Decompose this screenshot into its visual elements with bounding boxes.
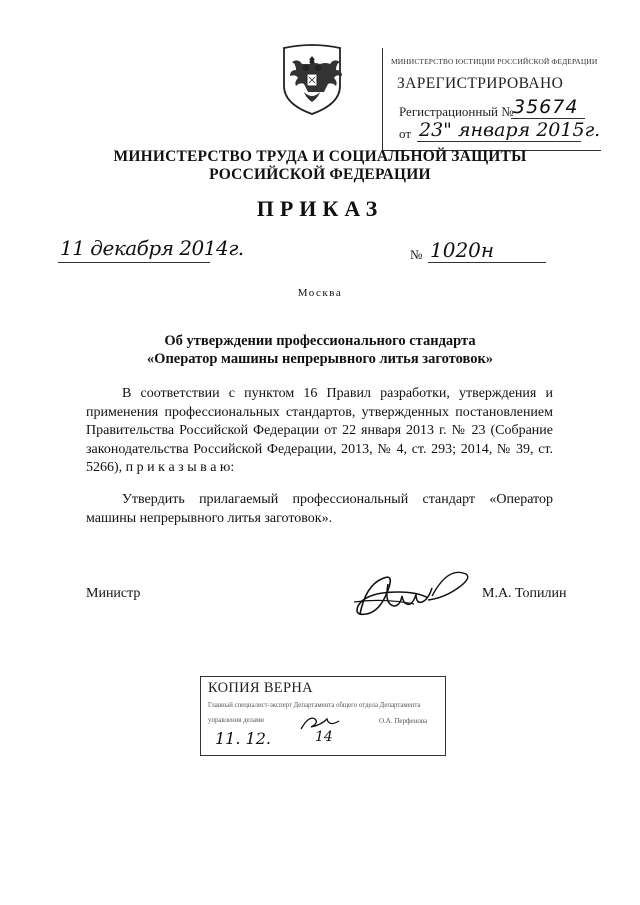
registration-number: 35674 <box>513 96 579 118</box>
registration-date: 23" января 2015г. <box>419 119 601 141</box>
order-title: ПРИКАЗ <box>256 196 384 221</box>
ministry-header-line1: МИНИСТЕРСТВО ТРУДА И СОЦИАЛЬНОЙ ЗАЩИТЫ <box>113 148 527 165</box>
ministry-header <box>0 148 640 184</box>
handwritten-signature <box>340 562 490 634</box>
order-date-underline <box>58 262 210 263</box>
body-paragraph-2: Утвердить прилагаемый профессиональный стандарт «Оператор машины непрерывного литья заготовок». <box>86 492 553 526</box>
registration-date-prefix: от <box>399 126 412 141</box>
registration-stamp-title: ЗАРЕГИСТРИРОВАНО <box>397 75 564 92</box>
certified-copy-position: Главный специалист-эксперт Департамента общего отдела Департамента <box>208 702 421 709</box>
signatory-title: Министр <box>86 586 141 601</box>
order-number-underline <box>428 262 546 263</box>
registration-date-underline <box>417 141 581 142</box>
certified-copy-date: 11. 12. <box>215 729 271 748</box>
ministry-header-line2: РОССИЙСКОЙ ФЕДЕРАЦИИ <box>209 166 431 183</box>
order-number: 1020н <box>430 238 495 262</box>
document-title-line1: Об утверждении профессионального стандарта <box>164 333 476 349</box>
coat-of-arms-emblem-icon <box>278 42 346 116</box>
certified-copy-signer: О.А. Перфенова <box>379 717 428 725</box>
certified-copy-department: управления делами <box>208 717 264 724</box>
certified-copy-year: 14 <box>315 729 333 745</box>
registration-number-label: Регистрационный № <box>399 104 514 119</box>
registration-stamp-ministry: МИНИСТЕРСТВО ЮСТИЦИИ РОССИЙСКОЙ ФЕДЕРАЦИИ <box>391 57 598 66</box>
document-title-line2: «Оператор машины непрерывного литья заготовок» <box>146 351 494 367</box>
order-number-label: № <box>410 247 423 262</box>
body-paragraph-1: В соответствии с пунктом 16 Правил разработки, утверждения и применения профессиональных стандартов, утвержденных постановлением Правительства Российской Федерации от 22 января 2013 г. № 23 (Собрание законодательства Российской Федерации, 2013, № 4, ст. 293; 2014, № 39, ст. 5266), п р и к а з ы в а ю: <box>86 386 553 475</box>
document-title <box>0 332 640 368</box>
certified-copy-stamp <box>200 676 446 756</box>
order-city: Москва <box>297 287 343 299</box>
order-date: 11 декабря 2014г. <box>60 236 244 260</box>
registration-stamp <box>382 48 601 151</box>
signatory-name: М.А. Топилин <box>482 586 567 601</box>
certified-copy-title: КОПИЯ ВЕРНА <box>208 680 313 696</box>
